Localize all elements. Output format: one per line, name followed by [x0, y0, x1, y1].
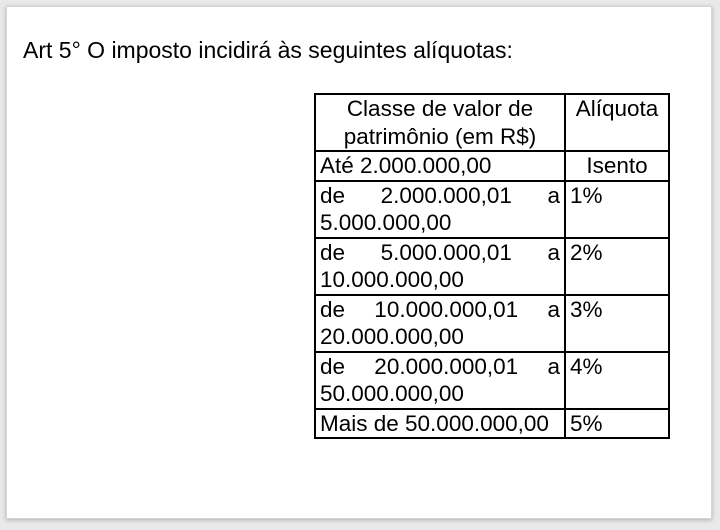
document-page [6, 6, 712, 519]
table-header-row [315, 94, 669, 151]
table-row [315, 295, 669, 352]
rate-cell: 2% [565, 238, 669, 295]
value-range-cell: Mais de 50.000.000,00 [315, 409, 565, 439]
column-header-value-class: Classe de valor de patrimônio (em R$) [315, 94, 565, 151]
table-row [315, 238, 669, 295]
value-range-cell: de 2.000.000,01 a 5.000.000,00 [315, 181, 565, 238]
value-range-cell: Até 2.000.000,00 [315, 151, 565, 181]
article-heading: Art 5° O imposto incidirá às seguintes alíquotas: [23, 37, 513, 63]
rate-cell: Isento [565, 151, 669, 181]
rate-cell: 5% [565, 409, 669, 439]
table-row [315, 352, 669, 409]
column-header-rate: Alíquota [565, 94, 669, 151]
rate-cell: 1% [565, 181, 669, 238]
table-row [315, 181, 669, 238]
value-range-cell: de 20.000.000,01 a 50.000.000,00 [315, 352, 565, 409]
value-range-cell: de 10.000.000,01 a 20.000.000,00 [315, 295, 565, 352]
rate-cell: 4% [565, 352, 669, 409]
value-range-cell: de 5.000.000,01 a 10.000.000,00 [315, 238, 565, 295]
table-row [315, 151, 669, 181]
rate-cell: 3% [565, 295, 669, 352]
table-row [315, 409, 669, 439]
tax-rate-table [314, 93, 670, 439]
